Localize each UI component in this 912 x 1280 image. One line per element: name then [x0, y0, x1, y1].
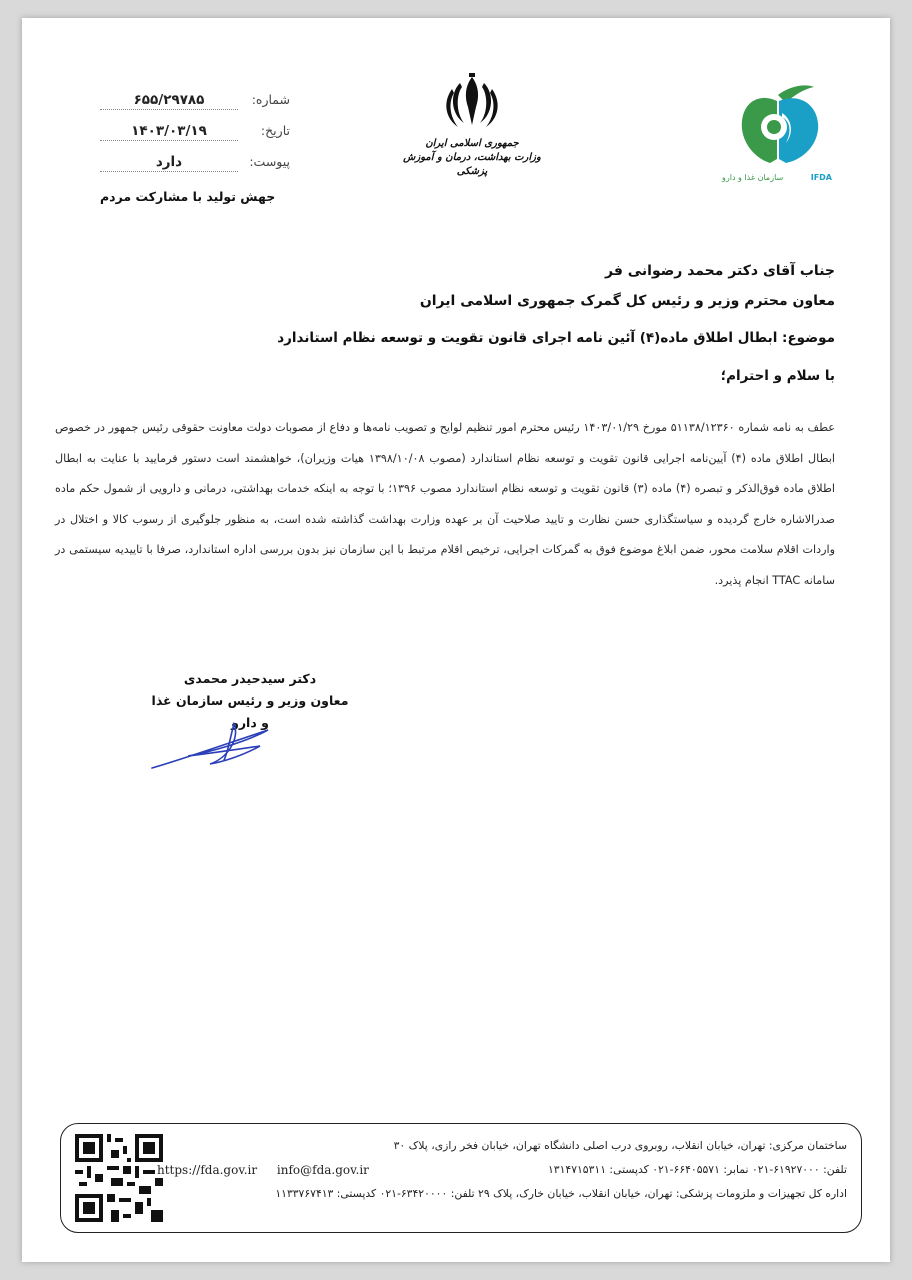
number-label: شماره:: [251, 92, 290, 107]
handwritten-signature-icon: [150, 708, 280, 778]
footer-text: [157, 1134, 847, 1206]
signer-name: دکتر سیدحیدر محمدی: [183, 671, 317, 686]
attachment-value: دارد: [100, 154, 238, 172]
emblem-icon: [440, 73, 504, 133]
addressee-name: جناب آقای دکتر محمد رضوانی فر: [605, 263, 835, 279]
attachment-row: [100, 154, 290, 185]
qr-code-icon: [75, 1134, 163, 1222]
letter-page: [22, 18, 890, 1262]
ifda-logo: [722, 73, 832, 193]
signature-block: [150, 668, 350, 734]
number-row: [100, 92, 290, 123]
iran-emblem: [392, 73, 552, 179]
number-value: ۶۵۵/۲۹۷۸۵: [100, 92, 238, 110]
date-row: [100, 123, 290, 154]
greeting: با سلام و احترام؛: [720, 368, 835, 384]
ifda-caption-en: IFDA: [810, 173, 832, 182]
footer-website[interactable]: https://fda.gov.ir: [157, 1163, 258, 1177]
date-label: تاریخ:: [260, 123, 290, 138]
attachment-label: پیوست:: [249, 154, 290, 169]
ifda-logo-icon: [722, 73, 832, 173]
signer-title: معاون وزیر و رئیس سازمان غذا و دارو: [151, 693, 349, 730]
footer-phones: تلفن: ۶۱۹۲۷۰۰۰-۰۲۱ نمابر: ۶۶۴۰۵۵۷۱-۰۲۱ کدپستی: ۱۳۱۴۷۱۵۳۱۱: [548, 1163, 847, 1176]
footer-box: [60, 1123, 862, 1233]
addressee: [75, 256, 835, 316]
date-value: ۱۴۰۳/۰۳/۱۹: [100, 123, 238, 141]
footer-contact: [157, 1158, 385, 1182]
letter-body: عطف به نامه شماره ۵۱۱۳۸/۱۲۳۶۰ مورخ ۱۴۰۳/۰۱/۲۹ رئیس محترم امور تنظیم لوایح و تصویب نامه‌ها و دفاع از مصوبات دولت معاونت حقوقی رئیس جمهور در خصوص ابطال اطلاق ماده (۴) آیین‌نامه اجرایی قانون تقویت و توسعه نظام استاندارد (مصوب ۱۳۹۸/۱۰/۰۸ هیات وزیران)، خواهشمند است دستور فرمایید با عنایت به ابطال اطلاق ماده فوق‌الذکر و تبصره (۴) ماده (۳) قانون تقویت و توسعه نظام استاندارد مصوب ۱۳۹۶؛ با توجه به اینکه خدمات بهداشتی، درمانی و دارویی از شمول حکم ماده صدرالاشاره خارج گردیده و سیاستگذاری حسن نظارت و تایید صلاحیت آن بر عهده وزارت بهداشت گذاشته شده است، به منظور جلوگیری از رسوب کالا و اختلال در واردات اقلام سلامت محور، ضمن ابلاغ موضوع فوق به گمرکات اجرایی، ترخیص اقلام مرتبط با این سازمان نیز بدون بررسی اداره استاندارد، صرفا با تاییدیه سیستمی در سامانه TTAC انجام پذیرد.: [55, 421, 835, 587]
footer-branch: اداره کل تجهیزات و ملزومات پزشکی: تهران، خیابان انقلاب، خیابان خارک، پلاک ۲۹ تلفن: ۶۳۴۲۰۰۰۰-۰۲۱ کدپستی: ۱۱۳۳۷۶۷۴۱۳: [275, 1187, 847, 1200]
emblem-line-1: جمهوری اسلامی ایران: [425, 138, 519, 149]
emblem-line-2: وزارت بهداشت، درمان و آموزش پزشکی: [403, 152, 541, 177]
footer-address: ساختمان مرکزی: تهران، خیابان انقلاب، روبروی درب اصلی دانشگاه تهران، خیابان فخر رازی، پلاک ۳۰: [393, 1139, 847, 1152]
footer-email[interactable]: info@fda.gov.ir: [276, 1163, 369, 1177]
letter-meta: [100, 92, 290, 204]
subject-line: موضوع: ابطال اطلاق ماده(۴) آئین نامه اجرای قانون تقویت و توسعه نظام استاندارد: [277, 330, 835, 346]
slogan-note: جهش تولید با مشارکت مردم: [100, 189, 276, 204]
ifda-caption: [722, 173, 832, 182]
ifda-caption-fa: سازمان غذا و دارو: [722, 173, 784, 182]
footer-contact-row: [157, 1158, 847, 1182]
addressee-title: معاون محترم وزیر و رئیس کل گمرک جمهوری اسلامی ایران: [419, 293, 835, 309]
